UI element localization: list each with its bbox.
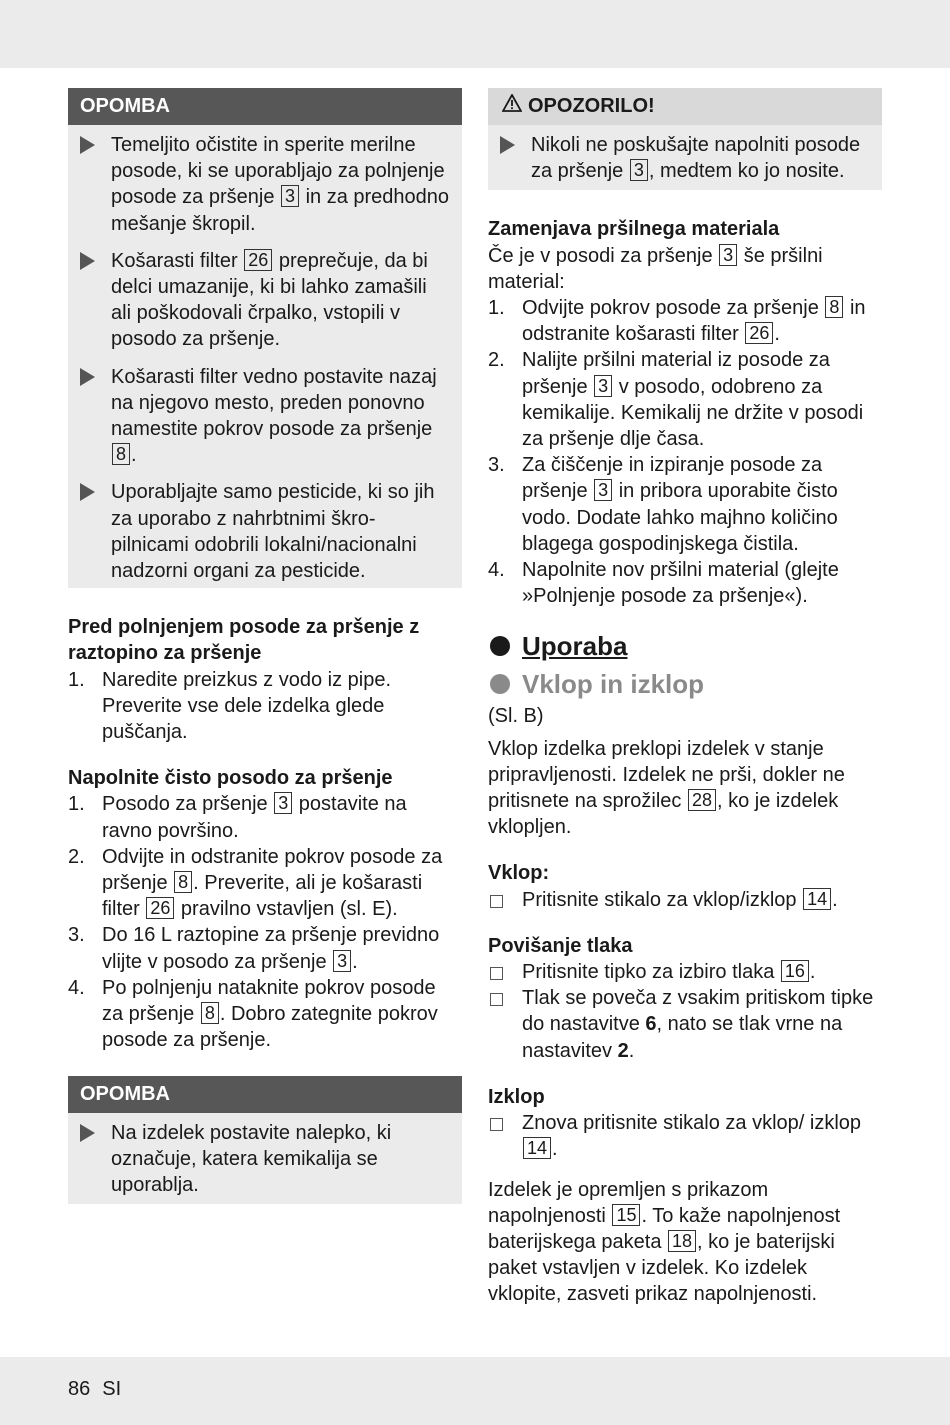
numbered-list [488, 295, 882, 609]
section-heading: Pred polnjenjem posode za pršenje z raztopino za pršenje [68, 616, 420, 665]
list-item: 3. Do 16 L raztopine za pršenje previdno vlijte v posodo za pršenje 3 . [68, 924, 440, 973]
part-ref: 3 [630, 159, 648, 181]
arrow-icon [80, 1124, 95, 1142]
page-footer [68, 1378, 133, 1401]
right-column [488, 88, 882, 1308]
checkbox-icon [490, 993, 503, 1006]
note-bullet: Košarasti filter vedno postavite nazaj na njegovo mesto, preden ponovno namestite pokrov posode za pršenje 8 . [80, 364, 450, 469]
part-ref: 3 [594, 375, 612, 397]
note-bullet: Uporabljajte samo pesticide, ki so jih za uporabo z nahrbtnimi škro-pilnicami odobrili lokalni/nacionalni nadzorni organi za pesticide. [80, 479, 450, 584]
part-ref: 3 [719, 244, 737, 266]
bottom-margin-band [0, 1357, 950, 1425]
part-ref: 28 [688, 789, 716, 811]
list-item: 2. Nalijte pršilni material iz posode za pršenje 3 v posodo, odobreno za kemikalije. Kemikalij ne držite v posodi za pršenje dlje časa. [488, 349, 864, 451]
part-ref: 26 [745, 322, 773, 344]
arrow-icon [80, 483, 95, 501]
left-column [68, 88, 462, 1204]
list-item: 4. Napolnite nov pršilni material (glejte »Polnjenje posode za pršenje«). [488, 559, 839, 608]
note-title: OPOMBA [68, 1076, 462, 1113]
part-ref: 3 [594, 479, 612, 501]
note-box [68, 88, 462, 588]
paragraph: Izdelek je opremljen s prikazom napolnjenosti 15 . To kaže napolnjenost baterijskega paketa 18 , ko je baterijski paket vstavljen v izdelek. Ko izdelek vklopite, zasveti prikaz napolnjenosti. [488, 1178, 841, 1306]
numbered-list [68, 667, 462, 746]
list-item: 1. Odvijte pokrov posode za pršenje 8 in odstranite košarasti filter 26 . [488, 297, 866, 346]
part-ref: 15 [612, 1204, 640, 1226]
checkbox-step: Pritisnite tipko za izbiro tlaka 16 . [488, 959, 882, 985]
page-number: 86 [68, 1378, 91, 1400]
part-ref: 16 [781, 960, 809, 982]
section-heading: Povišanje tlaka [488, 934, 633, 957]
warning-box [488, 88, 882, 190]
section-heading: Zamenjava pršilnega materiala [488, 218, 780, 241]
language-code: SI [102, 1378, 122, 1400]
checkbox-step: Tlak se poveča z vsakim pritiskom tipke do nastavitve 6, nato se tlak vrne na nastavitev 2. [488, 985, 882, 1064]
subchapter-heading: Vklop in izklop [488, 667, 882, 701]
warning-bullet: Nikoli ne poskušajte napolniti posode za pršenje 3 , medtem ko jo nosite. [500, 132, 870, 184]
note-bullet: Temeljito očistite in sperite merilne posode, ki se uporabljajo za polnjenje posode za pršenje 3 in za predhodno mešanje škropil. [80, 132, 450, 237]
bullet-dot-icon [490, 674, 510, 694]
top-margin-band [0, 0, 950, 68]
numbered-list [68, 791, 462, 1053]
note-bullet: Na izdelek postavite nalepko, ki označuje, katera kemikalija se uporablja. [80, 1120, 450, 1199]
part-ref: 3 [274, 792, 292, 814]
arrow-icon [500, 136, 515, 154]
note-bullet: Košarasti filter 26 preprečuje, da bi delci umazanije, ki bi lahko zamašili ali poškodovali črpalko, vstopili v posodo za pršenje. [80, 248, 450, 353]
part-ref: 8 [201, 1002, 219, 1024]
paragraph: Če je v posodi za pršenje 3 še pršilni material: [488, 244, 823, 293]
chapter-heading: Uporaba [488, 629, 882, 663]
list-item: 3. Za čiščenje in izpiranje posode za pršenje 3 in pribora uporabite čisto vodo. Dodate lahko majhno količino blagega gospodinjskega čistila. [488, 454, 838, 555]
part-ref: 26 [146, 897, 174, 919]
part-ref: 14 [803, 888, 831, 910]
warning-triangle-icon [502, 88, 522, 125]
note-title: OPOMBA [68, 88, 462, 125]
warning-title: OPOZORILO! [488, 88, 882, 125]
list-item: 2. Odvijte in odstranite pokrov posode za pršenje 8 . Preverite, ali je košarasti filter 26 pravilno vstavljen (sl. E). [68, 845, 443, 921]
figure-ref: (Sl. B) [488, 705, 544, 728]
part-ref: 3 [333, 950, 351, 972]
section-heading: Napolnite čisto posodo za pršenje [68, 767, 393, 790]
part-ref: 8 [174, 871, 192, 893]
part-ref: 14 [523, 1137, 551, 1159]
section-heading: Vklop: [488, 862, 550, 885]
arrow-icon [80, 252, 95, 270]
arrow-icon [80, 368, 95, 386]
list-item: 4. Po polnjenju nataknite pokrov posode za pršenje 8 . Dobro zategnite pokrov posode za pršenje. [68, 976, 438, 1052]
note-box [68, 1076, 462, 1205]
checkbox-step: Znova pritisnite stikalo za vklop/ izklop 14 . [488, 1110, 882, 1162]
part-ref: 3 [281, 185, 299, 207]
arrow-icon [80, 136, 95, 154]
paragraph: Vklop izdelka preklopi izdelek v stanje pripravljenosti. Izdelek ne prši, dokler ne pritisnete na sprožilec 28 , ko je izdelek vklopljen. [488, 737, 845, 839]
bullet-dot-icon [490, 636, 510, 656]
checkbox-icon [490, 1118, 503, 1131]
checkbox-icon [490, 895, 503, 908]
part-ref: 18 [668, 1230, 696, 1252]
part-ref: 8 [825, 296, 843, 318]
part-ref: 26 [244, 249, 272, 271]
checkbox-icon [490, 967, 503, 980]
part-ref: 8 [112, 443, 130, 465]
list-item: 1. Naredite preizkus z vodo iz pipe. Preverite vse dele izdelka glede puščanja. [68, 668, 392, 744]
section-heading: Izklop [488, 1085, 545, 1108]
checkbox-step: Pritisnite stikalo za vklop/izklop 14 . [488, 887, 882, 913]
list-item: 1. Posodo za pršenje 3 postavite na ravno površino. [68, 793, 407, 842]
